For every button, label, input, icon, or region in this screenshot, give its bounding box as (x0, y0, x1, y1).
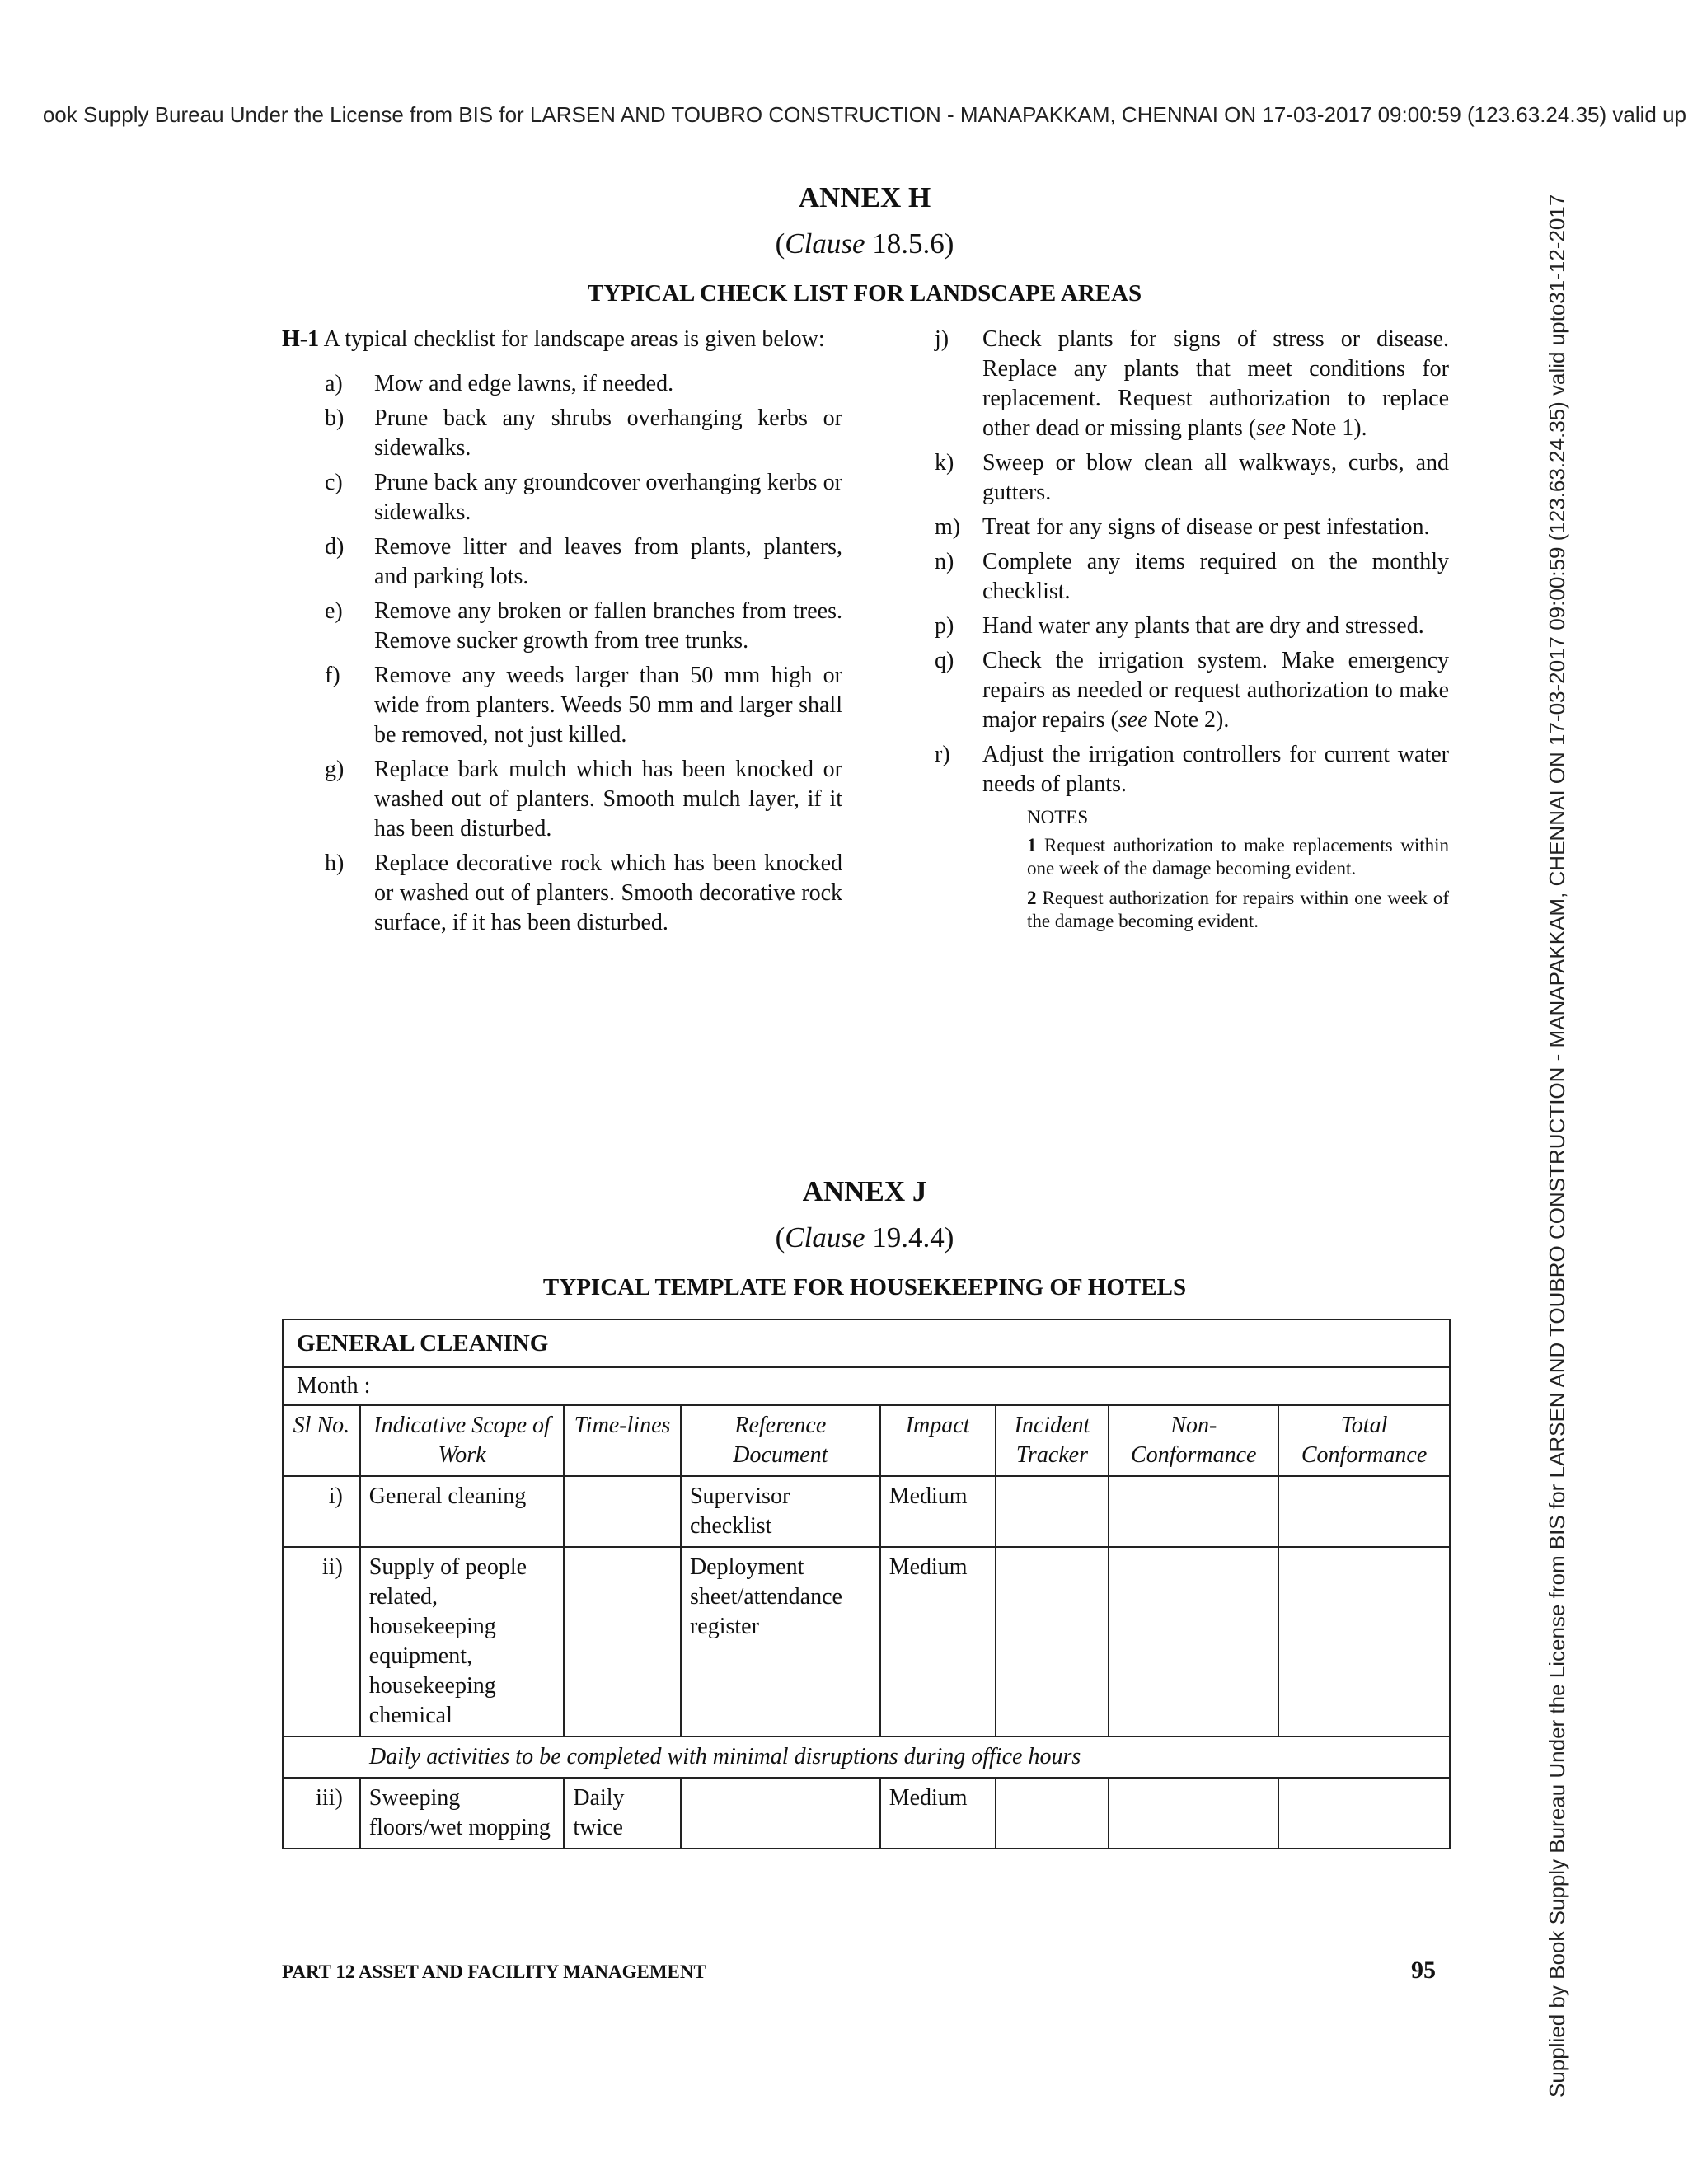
item-label: d) (325, 534, 345, 560)
table-row (283, 1778, 1450, 1849)
annex-j-clause: (Clause 19.4.4) (775, 1221, 954, 1254)
note-number: 2 (1027, 888, 1037, 908)
item-text: Treat for any signs of disease or pest infestation. (982, 514, 1430, 540)
cell-sl: iii) (283, 1778, 360, 1849)
item-label: c) (325, 470, 343, 495)
annex-h-clause-num: 18.5.6 (872, 227, 945, 260)
annex-j-clause-num: 19.4.4 (872, 1221, 945, 1254)
list-item (282, 597, 842, 656)
annex-j-clause-word: Clause (785, 1221, 865, 1254)
cell-nonconformance (1109, 1476, 1278, 1547)
daily-note: Daily activities to be completed with minimal disruptions during office hours (283, 1736, 1450, 1778)
cell-time: Daily twice (564, 1778, 681, 1849)
annex-h-subtitle: TYPICAL CHECK LIST FOR LANDSCAPE AREAS (587, 280, 1142, 307)
note-reference: Note 2 (1153, 707, 1217, 733)
cell-time (564, 1547, 681, 1736)
cell-total (1278, 1547, 1450, 1736)
list-item (282, 468, 842, 527)
note-text: Request authorization for repairs within one week of the damage becoming evident. (1027, 888, 1449, 931)
checklist-left-column (282, 325, 842, 943)
page-footer (282, 1957, 1436, 1984)
cell-total (1278, 1476, 1450, 1547)
item-text: Remove any weeds larger than 50 mm high or wide from planters. Weeds 50 mm and larger shall be removed, not just killed. (374, 663, 842, 748)
list-item (935, 448, 1449, 508)
cell-total (1278, 1778, 1450, 1849)
cell-incident (996, 1778, 1109, 1849)
cell-time (564, 1476, 681, 1547)
cell-scope: Sweeping floors/wet mopping (360, 1778, 565, 1849)
footer-part-title: PART 12 ASSET AND FACILITY MANAGEMENT (282, 1961, 706, 1982)
list-item: j) Check plants for signs of stress or disease. Replace any plants that meet conditions for replacement. Request authorization to replace other dead or missing plants (see Note 1). (935, 326, 1449, 441)
column-header-scope: Indicative Scope of Work (360, 1405, 565, 1476)
table-row (283, 1476, 1450, 1547)
intro-paragraph (282, 325, 842, 354)
note-text: Request authorization to make replacements within one week of the damage becoming evident. (1027, 835, 1449, 879)
page-number: 95 (1411, 1957, 1436, 1984)
watermark-side: Supplied by Book Supply Bureau Under the License from BIS for LARSEN AND TOUBRO CONSTRUCTION - MANAPAKKAM, CHENNAI ON 17-03-2017 09:00:59 (123.63.24.35) valid upto31-12-2017 (1545, 194, 1569, 2097)
item-label: m) (935, 514, 961, 540)
cell-impact: Medium (880, 1778, 996, 1849)
column-header-reference: Reference Document (681, 1405, 880, 1476)
item-label: r) (935, 742, 950, 767)
watermark-top-text: ook Supply Bureau Under the License from BIS for LARSEN AND TOUBRO CONSTRUCTION - MANAPAKKAM, CHENNAI ON 17-03-2017 09:00:59 (123.63.24.35) valid up (42, 102, 1686, 127)
item-label: p) (935, 613, 954, 639)
list-item (282, 369, 842, 399)
note-item (1027, 887, 1449, 933)
cell-scope: General cleaning (360, 1476, 565, 1547)
list-item (282, 849, 842, 938)
annex-h-clause: (Clause 18.5.6) (775, 227, 954, 260)
note-item (1027, 834, 1449, 880)
list-item (282, 404, 842, 463)
note-number: 1 (1027, 835, 1037, 855)
header-row (283, 1405, 1450, 1476)
item-text: Complete any items required on the monthly checklist. (982, 549, 1449, 604)
watermark-top (0, 102, 1688, 135)
list-item (935, 547, 1449, 607)
section-row (283, 1319, 1450, 1367)
item-label: f) (325, 663, 340, 688)
annex-h-title: ANNEX H (798, 181, 931, 213)
column-header-impact: Impact (880, 1405, 996, 1476)
item-text: Hand water any plants that are dry and stressed. (982, 613, 1424, 639)
item-text: Adjust the irrigation controllers for current water needs of plants. (982, 742, 1449, 797)
intro-label: H-1 (282, 326, 320, 352)
list-item: q) Check the irrigation system. Make emergency repairs as needed or request authorization to make major repairs (see Note 2). (935, 648, 1449, 733)
item-label: e) (325, 598, 343, 624)
column-header-incident: Incident Tracker (996, 1405, 1109, 1476)
table-row (283, 1547, 1450, 1736)
item-label: q) (935, 648, 954, 673)
see-word: see (1256, 415, 1286, 441)
cell-sl: i) (283, 1476, 360, 1547)
item-text: Sweep or blow clean all walkways, curbs, and gutters. (982, 450, 1449, 505)
column-header-nonconformance: Non-Conformance (1109, 1405, 1278, 1476)
cell-incident (996, 1547, 1109, 1736)
see-word: see (1118, 707, 1148, 733)
notes-title: NOTES (1027, 807, 1089, 827)
item-label: k) (935, 450, 954, 476)
item-text: Remove litter and leaves from plants, planters, and parking lots. (374, 534, 842, 589)
checklist-right (935, 325, 1449, 799)
item-label: n) (935, 549, 954, 574)
item-text: Check the irrigation system. Make emergency repairs as needed or request authorization to make major repairs (982, 648, 1449, 733)
list-item (935, 513, 1449, 542)
annex-j-title: ANNEX J (802, 1175, 927, 1207)
item-label: h) (325, 851, 345, 876)
list-item (282, 661, 842, 750)
list-item (935, 740, 1449, 799)
notes-block (1027, 806, 1449, 933)
item-text: Prune back any groundcover overhanging kerbs or sidewalks. (374, 470, 842, 525)
column-header-total: Total Conformance (1278, 1405, 1450, 1476)
section-title: GENERAL CLEANING (283, 1319, 1450, 1367)
cell-reference: Deployment sheet/attendance register (681, 1547, 880, 1736)
cell-impact: Medium (880, 1476, 996, 1547)
item-text: Remove any broken or fallen branches from trees. Remove sucker growth from tree trunks. (374, 598, 842, 654)
intro-text: A typical checklist for landscape areas is given below: (323, 326, 825, 352)
item-label: a) (325, 371, 343, 396)
cell-incident (996, 1476, 1109, 1547)
month-row (283, 1367, 1450, 1405)
daily-note-row (283, 1736, 1450, 1778)
item-text: Prune back any shrubs overhanging kerbs or sidewalks. (374, 405, 842, 461)
checklist-right-column (935, 325, 1449, 940)
item-text: Replace decorative rock which has been knocked or washed out of planters. Smooth decorative rock surface, if it has been disturbed. (374, 851, 842, 935)
list-item (282, 755, 842, 844)
annex-j-subtitle: TYPICAL TEMPLATE FOR HOUSEKEEPING OF HOTELS (542, 1274, 1187, 1301)
checklist-left (282, 369, 842, 938)
cell-reference (681, 1778, 880, 1849)
month-label: Month : (283, 1367, 1450, 1405)
item-text: Mow and edge lawns, if needed. (374, 371, 674, 396)
list-item (935, 612, 1449, 641)
item-text: Check plants for signs of stress or disease. Replace any plants that meet conditions for replacement. Request authorization to replace other dead or missing plants (982, 326, 1449, 441)
column-header-sl: Sl No. (283, 1405, 360, 1476)
item-label: j) (935, 326, 950, 352)
item-label: g) (325, 757, 345, 782)
cell-impact: Medium (880, 1547, 996, 1736)
list-item (282, 532, 842, 592)
cell-reference: Supervisor checklist (681, 1476, 880, 1547)
cell-nonconformance (1109, 1547, 1278, 1736)
annex-h-clause-word: Clause (785, 227, 865, 260)
cell-nonconformance (1109, 1778, 1278, 1849)
cell-sl: ii) (283, 1547, 360, 1736)
item-label: b) (325, 405, 345, 431)
item-text: Replace bark mulch which has been knocked or washed out of planters. Smooth mulch layer, if it has been disturbed. (374, 757, 842, 841)
cell-scope: Supply of people related, housekeeping equipment, housekeeping chemical (360, 1547, 565, 1736)
column-header-timelines: Time-lines (564, 1405, 681, 1476)
note-reference: Note 1 (1291, 415, 1354, 441)
housekeeping-table (282, 1319, 1451, 1849)
